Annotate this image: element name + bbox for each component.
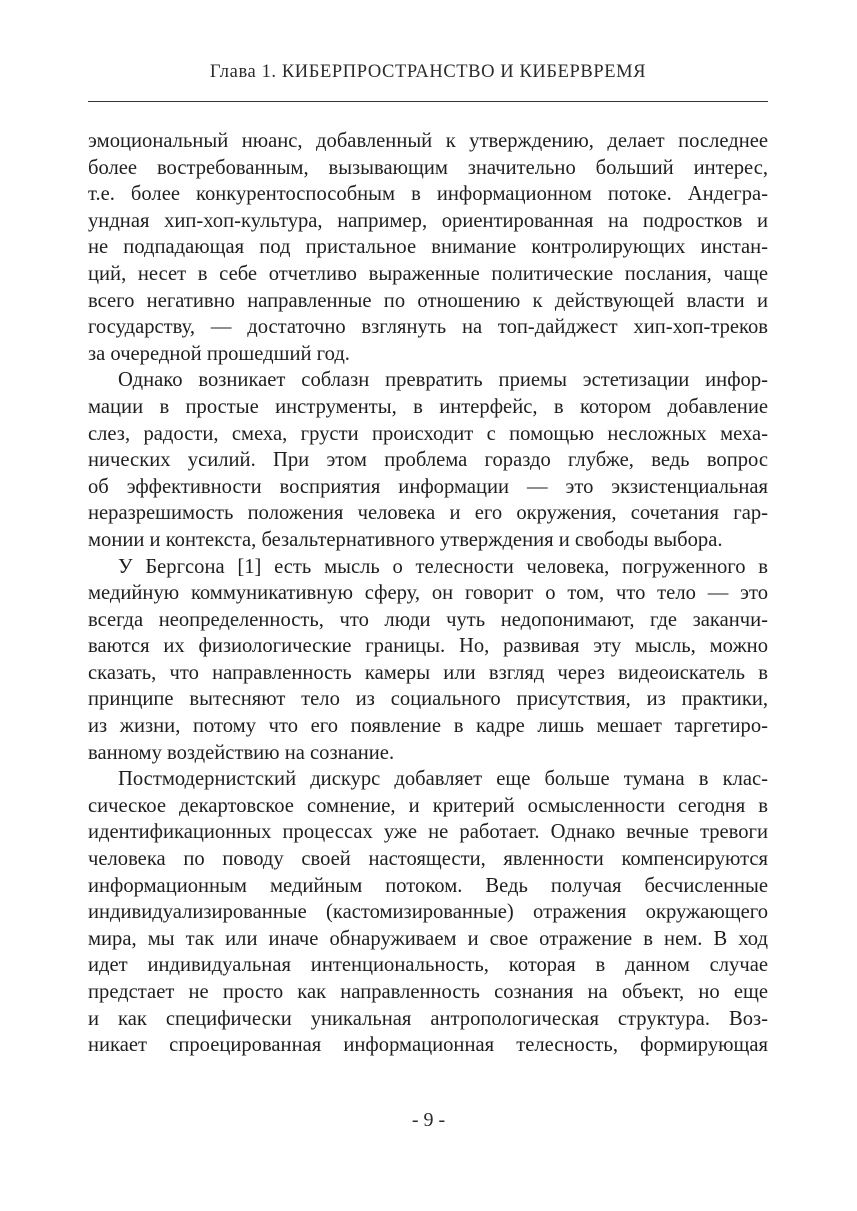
text-line: и как специфически уникальная антропологическая структура. Воз- — [88, 1007, 768, 1030]
text-line: никает спроецированная информационная телесность, формирующая — [88, 1034, 768, 1057]
paragraph — [88, 367, 768, 553]
text-line: Постмодернистский дискурс добавляет еще больше тумана в клас- — [118, 768, 768, 791]
text-line: предстает не просто как направленность сознания на объект, но еще — [88, 981, 768, 1003]
text-line: ваются их физиологические границы. Но, развивая эту мысль, можно — [88, 635, 768, 658]
text-line: не подпадающая под пристальное внимание контролирующих инстан- — [88, 236, 768, 259]
text-line: государству, — достаточно взглянуть на топ-дайджест хип-хоп-треков — [88, 316, 768, 339]
running-head: Глава 1. КИБЕРПРОСТРАНСТВО И КИБЕРВРЕМЯ — [209, 62, 647, 82]
text-line: монии и контекста, безальтернативного утверждения и свободы выбора. — [88, 528, 723, 551]
text-line: идентификационных процессах уже не работает. Однако вечные тревоги — [88, 821, 768, 844]
text-line: мации в простые инструменты, в интерфейс, в котором добавление — [88, 395, 768, 418]
text-line: за очередной прошедший год. — [88, 342, 350, 365]
text-line: идет индивидуальная интенциональность, которая в данном случае — [88, 954, 768, 977]
text-line: Однако возникает соблазн превратить приемы эстетизации инфор- — [118, 369, 768, 392]
text-line: из жизни, потому что его появление в кадре лишь мешает таргетиро- — [88, 715, 768, 738]
paragraph — [88, 554, 768, 767]
text-line: медийную коммуникативную сферу, он говорит о том, что тело — это — [88, 582, 768, 605]
text-line: информационным медийным потоком. Ведь получая бесчисленные — [88, 874, 768, 897]
text-line: слез, радости, смеха, грусти происходит с помощью несложных меха- — [88, 422, 768, 445]
text-line: принципе вытесняют тело из социального присутствия, из практики, — [88, 688, 768, 711]
text-line: об эффективности восприятия информации — это экзистенциальная — [88, 475, 768, 498]
paragraph — [88, 128, 768, 367]
text-line: эмоциональный нюанс, добавленный к утверждению, делает последнее — [88, 130, 768, 152]
text-line: более востребованным, вызывающим значительно больший интерес, — [88, 156, 768, 179]
text-line: ций, несет в себе отчетливо выраженные политические послания, чаще — [88, 262, 768, 285]
paragraph — [88, 766, 768, 1059]
text-line: ундная хип-хоп-культура, например, ориентированная на подростков и — [88, 209, 768, 232]
text-line: мира, мы так или иначе обнаруживаем и свое отражение в нем. В ход — [88, 927, 768, 950]
text-line: индивидуализированные (кастомизированные) отражения окружающего — [88, 901, 768, 924]
text-line: т.е. более конкурентоспособным в информационном потоке. Андегра- — [88, 183, 768, 206]
text-line: нических усилий. При этом проблема гораздо глубже, ведь вопрос — [88, 449, 768, 472]
text-line: ванному воздействию на сознание. — [88, 741, 395, 764]
text-line: сическое декартовское сомнение, и критерий осмысленности сегодня в — [88, 794, 768, 817]
page-number: - 9 - — [411, 1109, 446, 1131]
header-rule — [88, 101, 768, 102]
text-line: сказать, что направленность камеры или взгляд через видеоискатель в — [88, 661, 768, 684]
text-line: человека по поводу своей настоящести, явленности компенсируются — [88, 848, 768, 871]
body-text — [88, 128, 768, 1059]
text-line: всего негативно направленные по отношению к действующей власти и — [88, 289, 768, 312]
text-line: всегда неопределенность, что люди чуть недопонимают, где заканчи- — [88, 608, 768, 631]
text-line: неразрешимость положения человека и его окружения, сочетания гар- — [88, 502, 768, 525]
text-line: У Бергсона [1] есть мысль о телесности человека, погруженного в — [118, 555, 768, 578]
